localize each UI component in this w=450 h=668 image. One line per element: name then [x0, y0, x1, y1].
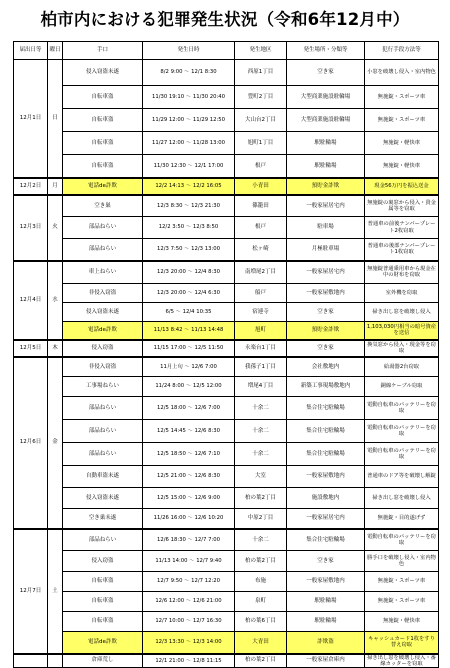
- day-weekday-cell: 月: [48, 178, 63, 195]
- datetime-cell: 12/7 10:00 ～ 12/7 16:30: [143, 612, 235, 632]
- means-cell: 掃き出し窓を破壊し侵入: [365, 303, 439, 322]
- datetime-cell: 12/3 8:30 ～ 12/3 21:30: [143, 195, 235, 217]
- datetime-cell: 12/5 21:00 ～ 12/6 8:30: [143, 466, 235, 488]
- area-cell: 旭町1丁目: [235, 132, 287, 155]
- datetime-cell: 12/5 14:45 ～ 12/6 8:30: [143, 420, 235, 443]
- table-row: [14, 443, 439, 466]
- area-cell: 大室: [235, 466, 287, 488]
- page-title: 柏市内における犯罪発生状況（令和6年12月中）: [40, 10, 410, 29]
- means-cell: 電動自転車のバッテリーを窃取: [365, 420, 439, 443]
- table-row: [14, 60, 439, 86]
- crime-type-cell: 部品ねらい: [63, 529, 143, 551]
- datetime-cell: 12/5 18:00 ～ 12/6 7:00: [143, 397, 235, 420]
- place-cell: 大型商業施設駐輪場: [287, 109, 365, 132]
- place-cell: 駅駐輪場: [287, 132, 365, 155]
- datetime-cell: 11/15 17:00 ～ 12/5 11:50: [143, 340, 235, 357]
- place-cell: 空き家: [287, 303, 365, 322]
- crime-type-cell: 自転車盗: [63, 109, 143, 132]
- table-row: [14, 217, 439, 239]
- datetime-cell: 11/13 14:00 ～ 12/7 9:40: [143, 551, 235, 572]
- means-cell: 小窓を破壊し侵入・室内物色: [365, 60, 439, 86]
- means-cell: 無施錠・目的遂げず: [365, 509, 439, 529]
- datetime-cell: 12/7 9:50 ～ 12/7 12:20: [143, 572, 235, 592]
- table-row: [14, 239, 439, 261]
- crime-type-cell: 自転車盗: [63, 612, 143, 632]
- crime-type-cell: 工事場ねらい: [63, 377, 143, 397]
- area-cell: 根戸: [235, 155, 287, 178]
- means-cell: 電動自転車のバッテリーを窃取: [365, 397, 439, 420]
- means-cell: 無施錠・軽快車: [365, 132, 439, 155]
- crime-type-cell: 電話de詐欺: [63, 632, 143, 654]
- crime-type-cell: 侵入窃盗未遂: [63, 303, 143, 322]
- datetime-cell: 12/3 7:50 ～ 12/3 13:00: [143, 239, 235, 261]
- datetime-cell: 12/3 13:30 ～ 12/3 14:00: [143, 632, 235, 654]
- place-cell: 預貯金詐欺: [287, 322, 365, 340]
- table-row: [14, 592, 439, 612]
- place-cell: 施設敷地内: [287, 488, 365, 509]
- datetime-cell: 12/1 21:00 ～ 12/8 11:15: [143, 654, 235, 668]
- place-cell: 駅駐輪場: [287, 592, 365, 612]
- area-cell: 松ヶ崎: [235, 239, 287, 261]
- crime-type-cell: 自転車盗: [63, 86, 143, 109]
- day-date-cell: 12月3日: [14, 195, 48, 261]
- day-weekday-cell: 日: [48, 60, 63, 178]
- table-row: [14, 466, 439, 488]
- area-cell: 柏の葉2丁目: [235, 551, 287, 572]
- table-row: [14, 397, 439, 420]
- datetime-cell: 11/30 12:30 ～ 12/1 17:00: [143, 155, 235, 178]
- means-cell: 無施錠・軽快車: [365, 612, 439, 632]
- day-weekday-cell: 水: [48, 261, 63, 340]
- means-cell: 現金56万円を振込送金: [365, 178, 439, 195]
- place-cell: 月極駐車場: [287, 239, 365, 261]
- crime-type-cell: 電話de詐欺: [63, 178, 143, 195]
- crime-type-cell: 自転車盗: [63, 572, 143, 592]
- day-weekday-cell: 金: [48, 357, 63, 529]
- area-cell: 南増尾2丁目: [235, 261, 287, 284]
- area-cell: 十余二: [235, 397, 287, 420]
- datetime-cell: 12/2 14:13 ～ 12/2 16:05: [143, 178, 235, 195]
- area-cell: 豊町2丁目: [235, 86, 287, 109]
- area-cell: 大青田: [235, 632, 287, 654]
- table-row: [14, 357, 439, 377]
- means-cell: 無施錠・軽快車: [365, 155, 439, 178]
- means-cell: 電動自転車のバッテリーを窃取: [365, 529, 439, 551]
- day-date-cell: 12月7日: [14, 529, 48, 654]
- place-cell: 集合住宅駐輪場: [287, 529, 365, 551]
- place-cell: 一般家屋倉庫内: [287, 654, 365, 668]
- place-cell: 集合住宅駐輪場: [287, 397, 365, 420]
- datetime-cell: 11/29 12:00 ～ 11/29 12:50: [143, 109, 235, 132]
- area-cell: 西原1丁目: [235, 60, 287, 86]
- table-row: [14, 178, 439, 195]
- means-cell: 無施錠・スポーツ車: [365, 86, 439, 109]
- means-cell: 室外機を窃取: [365, 284, 439, 303]
- means-cell: 無施錠・スポーツ車: [365, 109, 439, 132]
- table-row: [14, 109, 439, 132]
- place-cell: 一般家屋居宅内: [287, 509, 365, 529]
- place-cell: 空き家: [287, 60, 365, 86]
- header-datetime: 発生日時: [143, 42, 235, 60]
- area-cell: 柏の葉2丁目: [235, 654, 287, 668]
- header-means: 犯行手段方法等: [365, 42, 439, 60]
- table-row: [14, 132, 439, 155]
- table-row: [14, 340, 439, 357]
- area-cell: 柏の葉2丁目: [235, 488, 287, 509]
- table-row: [14, 155, 439, 178]
- area-cell: 旭町: [235, 322, 287, 340]
- means-cell: 普通車の前後ナンバープレート2枚窃取: [365, 217, 439, 239]
- table-row: [14, 572, 439, 592]
- table-row: [14, 632, 439, 654]
- area-cell: 船戸: [235, 284, 287, 303]
- header-place: 発生場所・分類等: [287, 42, 365, 60]
- area-cell: 我孫子1丁目: [235, 357, 287, 377]
- day-date-cell: 12月6日: [14, 357, 48, 529]
- table-row: [14, 529, 439, 551]
- place-cell: 会社敷地内: [287, 357, 365, 377]
- header-weekday: 曜日: [48, 42, 63, 60]
- means-cell: 1,103,030円相当の暗号資産を送信: [365, 322, 439, 340]
- table-row: [14, 509, 439, 529]
- place-cell: 駅駐輪場: [287, 155, 365, 178]
- means-cell: 掃き出し窓を破壊し侵入: [365, 488, 439, 509]
- crime-type-cell: 侵入窃盗: [63, 551, 143, 572]
- day-weekday-cell: 木: [48, 340, 63, 357]
- area-cell: 永楽台1丁目: [235, 340, 287, 357]
- crime-type-cell: 空き巣未遂: [63, 509, 143, 529]
- place-cell: 集合住宅駐輪場: [287, 443, 365, 466]
- area-cell: 中原2丁目: [235, 509, 287, 529]
- day-date-cell: [14, 654, 48, 668]
- table-row: [14, 551, 439, 572]
- area-cell: 十余二: [235, 443, 287, 466]
- table-row: [14, 303, 439, 322]
- day-date-cell: 12月1日: [14, 60, 48, 178]
- means-cell: 無施錠・スポーツ車: [365, 572, 439, 592]
- table-row: [14, 488, 439, 509]
- means-cell: 掃き出し窓を破壊し侵入・番線カッターを窃取: [365, 654, 439, 668]
- day-date-cell: 12月4日: [14, 261, 48, 340]
- crime-type-cell: 自転車盗: [63, 132, 143, 155]
- crime-type-cell: 電話de詐欺: [63, 322, 143, 340]
- crime-type-cell: 非侵入窃盗: [63, 357, 143, 377]
- means-cell: 普通車のドア等を破壊し解錠: [365, 466, 439, 488]
- table-row: [14, 261, 439, 284]
- crime-type-cell: 部品ねらい: [63, 239, 143, 261]
- means-cell: 勝手口を破壊し侵入・室内物色: [365, 551, 439, 572]
- table-row: [14, 195, 439, 217]
- area-cell: 増尾4丁目: [235, 377, 287, 397]
- area-cell: 布施: [235, 572, 287, 592]
- area-cell: 宿連寺: [235, 303, 287, 322]
- place-cell: 一般家屋敷地内: [287, 284, 365, 303]
- day-date-cell: 12月2日: [14, 178, 48, 195]
- area-cell: 十余二: [235, 420, 287, 443]
- place-cell: 駅駐輪場: [287, 612, 365, 632]
- datetime-cell: 12/5 18:50 ～ 12/6 7:10: [143, 443, 235, 466]
- place-cell: 一般家屋居宅内: [287, 195, 365, 217]
- crime-type-cell: 侵入窃盗未遂: [63, 488, 143, 509]
- crime-type-cell: 部品ねらい: [63, 217, 143, 239]
- datetime-cell: 12/6 12:00 ～ 12/6 21:00: [143, 592, 235, 612]
- means-cell: 無施錠の裏窓から侵入・貴金属等を窃取: [365, 195, 439, 217]
- place-cell: 大型商業施設駐輪場: [287, 86, 365, 109]
- datetime-cell: 11/26 16:00 ～ 12/6 10:20: [143, 509, 235, 529]
- place-cell: 一般家屋敷地内: [287, 572, 365, 592]
- crime-type-cell: 侵入窃盗: [63, 340, 143, 357]
- place-cell: 空き家: [287, 551, 365, 572]
- place-cell: 空き家: [287, 340, 365, 357]
- crime-type-cell: 自動車盗未遂: [63, 466, 143, 488]
- area-cell: 小青田: [235, 178, 287, 195]
- day-weekday-cell: 火: [48, 195, 63, 261]
- datetime-cell: 8/2 9:00 ～ 12/1 8:30: [143, 60, 235, 86]
- datetime-cell: 11/27 12:00 ～ 11/28 13:00: [143, 132, 235, 155]
- means-cell: 銅線ケーブル窃取: [365, 377, 439, 397]
- crime-type-cell: 部品ねらい: [63, 420, 143, 443]
- crime-type-cell: 部品ねらい: [63, 397, 143, 420]
- header-row: [14, 42, 439, 60]
- header-date: 届出日等: [14, 42, 48, 60]
- area-cell: 根戸: [235, 217, 287, 239]
- place-cell: 詐欺盗: [287, 632, 365, 654]
- place-cell: 集合住宅駐輪場: [287, 420, 365, 443]
- crime-type-cell: 部品ねらい: [63, 443, 143, 466]
- day-weekday-cell: 土: [48, 529, 63, 654]
- table-row: [14, 612, 439, 632]
- place-cell: 一般家屋居宅内: [287, 261, 365, 284]
- place-cell: 一般家屋敷地内: [287, 466, 365, 488]
- datetime-cell: 6/5 ～ 12/4 10:35: [143, 303, 235, 322]
- datetime-cell: 12/2 3:50 ～ 12/3 8:50: [143, 217, 235, 239]
- datetime-cell: 12/3 20:00 ～ 12/4 8:30: [143, 261, 235, 284]
- datetime-cell: 11/13 8:42 ～ 11/13 14:48: [143, 322, 235, 340]
- crime-type-cell: 侵入窃盗未遂: [63, 60, 143, 86]
- crime-type-cell: 車上ねらい: [63, 261, 143, 284]
- means-cell: 給湯器2台窃取: [365, 357, 439, 377]
- area-cell: 泉町: [235, 592, 287, 612]
- table-row: [14, 86, 439, 109]
- crime-type-cell: 倉庫荒し: [63, 654, 143, 668]
- crime-type-cell: 自転車盗: [63, 155, 143, 178]
- table-row: [14, 420, 439, 443]
- place-cell: 預貯金詐欺: [287, 178, 365, 195]
- table-row: [14, 377, 439, 397]
- datetime-cell: 11月上旬 ～ 12/6 7:00: [143, 357, 235, 377]
- datetime-cell: 12/3 20:00 ～ 12/4 6:30: [143, 284, 235, 303]
- header-area: 発生地区: [235, 42, 287, 60]
- crime-type-cell: 自転車盗: [63, 592, 143, 612]
- table-row: [14, 322, 439, 340]
- header-method-type: 手口: [63, 42, 143, 60]
- means-cell: 無施錠・スポーツ車: [365, 592, 439, 612]
- means-cell: 普通車の後部ナンバープレート1枚窃取: [365, 239, 439, 261]
- means-cell: 換気窓から侵入・現金等を窃取: [365, 340, 439, 357]
- crime-type-cell: 空き巣: [63, 195, 143, 217]
- day-date-cell: 12月5日: [14, 340, 48, 357]
- datetime-cell: 11/30 19:10 ～ 11/30 20:40: [143, 86, 235, 109]
- datetime-cell: 12/5 15:00 ～ 12/6 9:00: [143, 488, 235, 509]
- area-cell: 十余二: [235, 529, 287, 551]
- datetime-cell: 12/6 18:30 ～ 12/7 7:00: [143, 529, 235, 551]
- means-cell: 無施錠普通乗用車から現金在中の財布を窃取: [365, 261, 439, 284]
- datetime-cell: 11/24 8:00 ～ 12/5 12:00: [143, 377, 235, 397]
- place-cell: 新築工事現場敷地内: [287, 377, 365, 397]
- area-cell: 篠籠田: [235, 195, 287, 217]
- day-weekday-cell: [48, 654, 63, 668]
- crime-table: [13, 41, 439, 668]
- table-row: [14, 284, 439, 303]
- table-row: [14, 654, 439, 668]
- crime-type-cell: 非侵入窃盗: [63, 284, 143, 303]
- place-cell: 駐車場: [287, 217, 365, 239]
- means-cell: キャッシュカード1枚をすり替え窃取: [365, 632, 439, 654]
- area-cell: 柏の葉6丁目: [235, 612, 287, 632]
- area-cell: 大山台2丁目: [235, 109, 287, 132]
- means-cell: 電動自転車のバッテリーを窃取: [365, 443, 439, 466]
